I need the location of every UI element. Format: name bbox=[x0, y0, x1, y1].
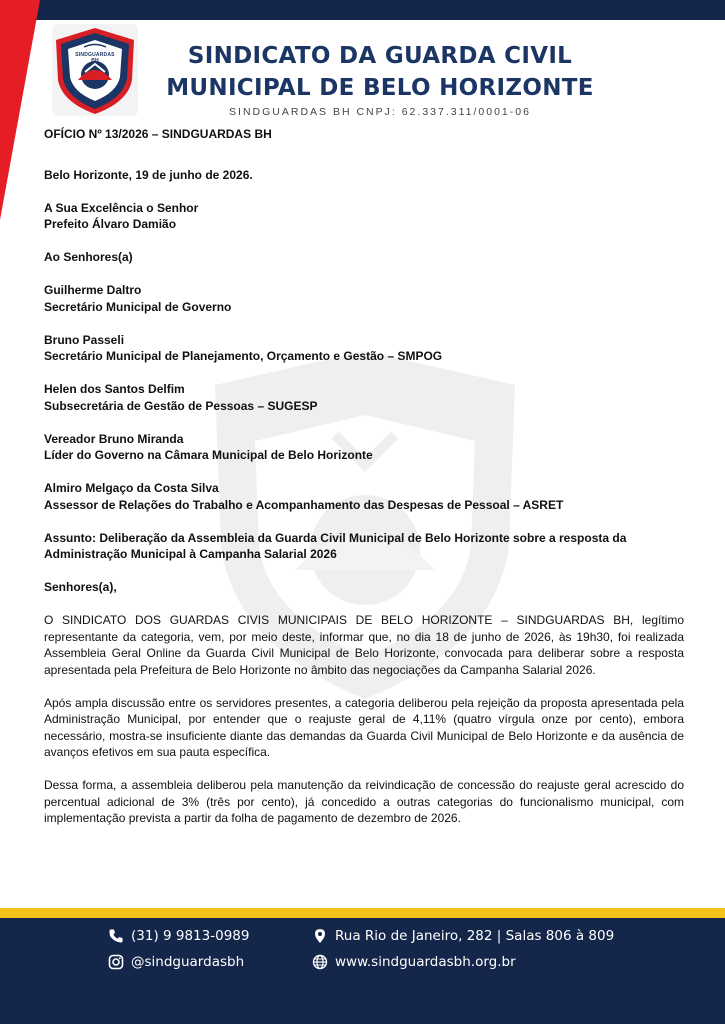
recipient-role: Subsecretária de Gestão de Pessoas – SUGESP bbox=[44, 398, 318, 413]
recipient-name: Vereador Bruno Miranda bbox=[44, 431, 184, 446]
footer-yellow-stripe bbox=[0, 908, 725, 918]
top-red-accent bbox=[0, 0, 40, 220]
website-text: www.sindguardasbh.org.br bbox=[335, 954, 516, 970]
recipient-name: Helen dos Santos Delfim bbox=[44, 382, 185, 396]
globe-icon bbox=[312, 954, 328, 970]
letter-date: Belo Horizonte, 19 de junho de 2026. bbox=[44, 167, 253, 182]
recipient-role: Líder do Governo na Câmara Municipal de Belo Horizonte bbox=[44, 448, 373, 462]
phone-icon bbox=[108, 928, 124, 944]
recipient-role: Secretário Municipal de Planejamento, Orçamento e Gestão – SMPOG bbox=[44, 349, 443, 363]
footer bbox=[0, 918, 725, 1024]
body-paragraph: Dessa forma, a assembleia deliberou pela manutenção da reivindicação de concessão do reajuste geral acrescido do percentual adicional de 3% (três por cento), já concedido a outras categorias do funcionalismo municipal, com implementação prevista a partir da folha de pagamento de dezembro de 2026. bbox=[44, 778, 684, 825]
logo-text: SINDGUARDAS BH bbox=[75, 52, 115, 64]
recipient-role: Assessor de Relações do Trabalho e Acompanhamento das Despesas de Pessoal – ASRET bbox=[44, 497, 564, 512]
shield-logo-icon bbox=[40, 20, 150, 120]
recipient-name: Guilherme Daltro bbox=[44, 283, 142, 297]
letter-salutation: Senhores(a), bbox=[44, 580, 117, 594]
document-reference: OFÍCIO Nº 13/2026 – SINDGUARDAS BH bbox=[44, 127, 272, 141]
letter-subject: Assunto: Deliberação da Assembleia da Guarda Civil Municipal de Belo Horizonte sobre a resposta da Administração Municipal à Campanha Salarial 2026 bbox=[44, 530, 627, 561]
addressee-line-2: Prefeito Álvaro Damião bbox=[44, 217, 177, 231]
recipient-name: Almiro Melgaço da Costa Silva bbox=[44, 481, 219, 495]
top-navy-bar bbox=[0, 0, 725, 20]
organization-title bbox=[150, 40, 610, 104]
footer-instagram[interactable] bbox=[108, 954, 244, 970]
to-label: Ao Senhores(a) bbox=[44, 250, 133, 264]
recipient-role: Secretário Municipal de Governo bbox=[44, 299, 232, 314]
footer-address bbox=[312, 928, 614, 944]
recipient-name: Bruno Passeli bbox=[44, 332, 125, 347]
footer-website[interactable] bbox=[312, 954, 516, 970]
title-line-1: SINDICATO DA GUARDA CIVIL bbox=[187, 43, 573, 69]
organization-subtitle: SINDGUARDAS BH CNPJ: 62.337.311/0001-06 bbox=[229, 106, 531, 118]
union-logo bbox=[40, 20, 150, 120]
instagram-text: @sindguardasbh bbox=[131, 954, 245, 970]
letter-body bbox=[44, 126, 684, 827]
instagram-icon bbox=[108, 954, 124, 970]
body-paragraph: O SINDICATO DOS GUARDAS CIVIS MUNICIPAIS DE BELO HORIZONTE – SINDGUARDAS BH, legítimo representante da categoria, vem, por meio deste, informar que, no dia 18 de junho de 2026, às 19h30, foi realizada Assembleia Geral Online da Guarda Civil Municipal de Belo Horizonte, convocada para deliberar sobre a resposta apresentada pela Prefeitura de Belo Horizonte no âmbito das negociações da Campanha Salarial 2026. bbox=[44, 613, 684, 677]
footer-phone[interactable] bbox=[108, 928, 249, 944]
map-pin-icon bbox=[312, 928, 328, 944]
body-paragraph: Após ampla discussão entre os servidores presentes, a categoria deliberou pela rejeição da proposta apresentada pela Administração Municipal, por entender que o reajuste geral de 4,11% (quatro vírgula onze por cento), embora necessário, mostra-se insuficiente diante das demandas da Guarda Civil Municipal de Belo Horizonte e da ausência de avanços efetivos em sua pauta específica. bbox=[44, 695, 684, 759]
title-line-2: MUNICIPAL DE BELO HORIZONTE bbox=[166, 75, 594, 101]
addressee-line-1: A Sua Excelência o Senhor bbox=[44, 200, 199, 215]
phone-text: (31) 9 9813-0989 bbox=[131, 928, 250, 944]
address-text: Rua Rio de Janeiro, 282 | Salas 806 à 809 bbox=[335, 928, 615, 944]
